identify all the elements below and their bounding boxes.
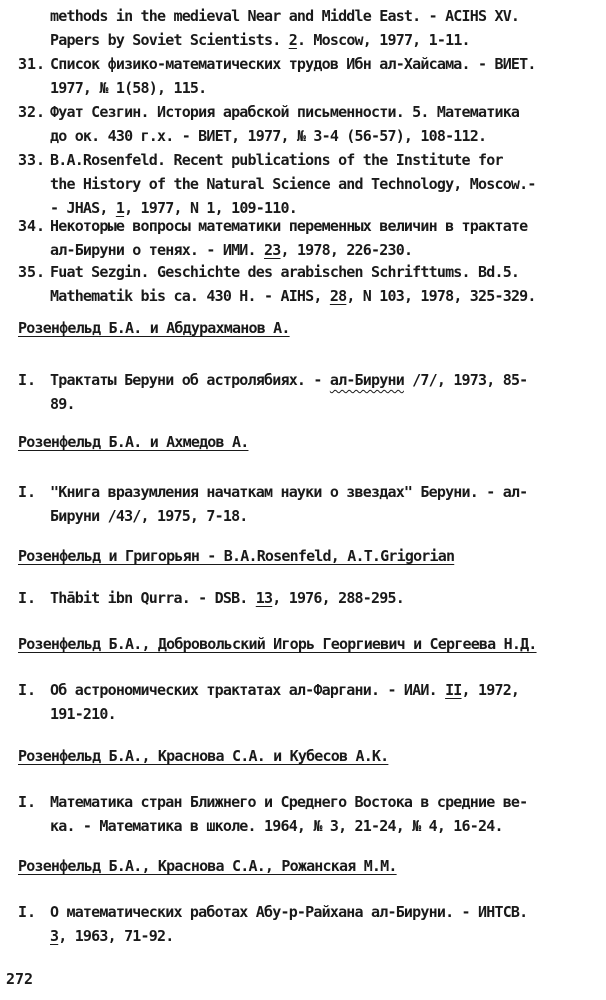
author-section-header: Розенфельд Б.А. и Абдурахманов А. [18, 319, 290, 337]
text-run: Трактаты Беруни об астролябиях. - [50, 371, 330, 389]
page-number: 272 [6, 970, 34, 988]
author-section-header: Розенфельд Б.А., Краснова С.А. и Кубесов А.К. [18, 747, 389, 765]
section-entry-line [50, 370, 527, 390]
section-entry-line [50, 506, 248, 526]
text-run: the History of the Natural Science and Technology, Moscow.- [50, 175, 536, 193]
entry-number: 33. [18, 151, 46, 169]
text-run: "Книга вразумления начаткам науки о звездах" Беруни. - ал- [50, 483, 528, 501]
entry-number: I. [18, 681, 37, 699]
section-entry-line [50, 482, 527, 502]
author-section-header: Розенфельд Б.А., Краснова С.А., Рожанская М.М. [18, 857, 397, 875]
section-entry-line [50, 588, 404, 608]
text-run: Фуат Сезгин. История арабской письменности. 5. Математика [50, 103, 520, 121]
entry-number: 32. [18, 103, 46, 121]
entry-number: I. [18, 371, 37, 389]
text-run: Бируни /43/, 1975, 7-18. [50, 507, 248, 525]
text-run: 191-210. [50, 705, 116, 723]
text-run: . Moscow, 1977, 1-11. [296, 31, 470, 49]
bibliography-entry-line [50, 240, 412, 260]
section-entry-line [50, 704, 116, 724]
text-run: Список физико-математических трудов Ибн ал-Хайсама. - ВИЕТ. [50, 55, 536, 73]
text-run: B.A.Rosenfeld. Recent publications of the Institute for [50, 151, 503, 169]
bibliography-entry-line [50, 262, 519, 282]
bibliography-entry-line [50, 6, 519, 26]
section-entry-line [50, 816, 503, 836]
bibliography-entry-line [50, 174, 536, 194]
underlined-volume: 13 [255, 589, 273, 607]
section-entry-line [50, 902, 527, 922]
wavy-underlined-text: ал-Бируни [329, 371, 404, 389]
section-entry-line [50, 792, 527, 812]
text-run: О математических работах Абу-р-Райхана ал-Бируни. - ИНТСВ. [50, 903, 528, 921]
underlined-volume: 1 [115, 199, 125, 217]
entry-number: 35. [18, 263, 46, 281]
section-entry-line [50, 680, 519, 700]
underlined-volume: 23 [264, 241, 281, 259]
text-run: , 1972, [461, 681, 520, 699]
bibliography-entry-line [50, 102, 519, 122]
text-run: , 1977, N 1, 109-110. [124, 199, 297, 217]
text-run: до ок. 430 г.х. - ВИЕТ, 1977, № 3-4 (56-57), 108-112. [50, 127, 487, 145]
bibliography-entry-line [50, 198, 297, 218]
underlined-volume: 28 [329, 287, 347, 305]
bibliography-entry-line [50, 78, 206, 98]
bibliography-entry-line [50, 150, 503, 170]
text-run: ал-Бируни о тенях. - ИМИ. [50, 241, 265, 259]
text-run: 1977, № 1(58), 115. [50, 79, 207, 97]
author-section-header: Розенфельд и Григорьян - B.A.Rosenfeld, A.T.Grigorian [18, 547, 455, 565]
author-section-header: Розенфельд Б.А. и Ахмедов А. [18, 433, 249, 451]
text-run: Thābit ibn Qurra. - DSB. [50, 589, 256, 607]
section-entry-line [50, 926, 173, 946]
bibliography-entry-line [50, 126, 486, 146]
entry-number: 34. [18, 217, 46, 235]
text-run: Mathematik bis ca. 430 H. - AIHS, [50, 287, 330, 305]
text-run: , 1978, 226-230. [280, 241, 413, 259]
entry-number: I. [18, 483, 37, 501]
underlined-volume: II [445, 681, 462, 699]
text-run: Некоторые вопросы математики переменных величин в трактате [50, 217, 528, 235]
text-run: Математика стран Ближнего и Среднего Востока в средние ве- [50, 793, 528, 811]
bibliography-entry-line [50, 30, 470, 50]
entry-number: I. [18, 793, 37, 811]
text-run: /7/, 1973, 85- [403, 371, 528, 389]
text-run: - JHAS, [50, 199, 116, 217]
entry-number: I. [18, 903, 37, 921]
text-run: 89. [50, 395, 75, 413]
text-run: Fuat Sezgin. Geschichte des arabischen Schrifttums. Bd.5. [50, 263, 520, 281]
text-run: ка. - Математика в школе. 1964, № 3, 21-24, № 4, 16-24. [50, 817, 503, 835]
bibliography-entry-line [50, 286, 536, 306]
section-entry-line [50, 394, 75, 414]
text-run: Об астрономических трактатах ал-Фаргани. - ИАИ. [50, 681, 446, 699]
text-run: , 1963, 71-92. [58, 927, 174, 945]
bibliography-entry-line [50, 54, 536, 74]
underlined-volume: 2 [288, 31, 297, 49]
text-run: , 1976, 288-295. [272, 589, 404, 607]
text-run: , N 103, 1978, 325-329. [346, 287, 536, 305]
text-run: methods in the medieval Near and Middle East. - ACIHS XV. [50, 7, 520, 25]
text-run: Papers by Soviet Scientists. [50, 31, 289, 49]
author-section-header: Розенфельд Б.А., Добровольский Игорь Георгиевич и Сергеева Н.Д. [18, 635, 537, 653]
entry-number: 31. [18, 55, 46, 73]
bibliography-entry-line [50, 216, 527, 236]
entry-number: I. [18, 589, 37, 607]
underlined-volume: 3 [50, 927, 59, 945]
